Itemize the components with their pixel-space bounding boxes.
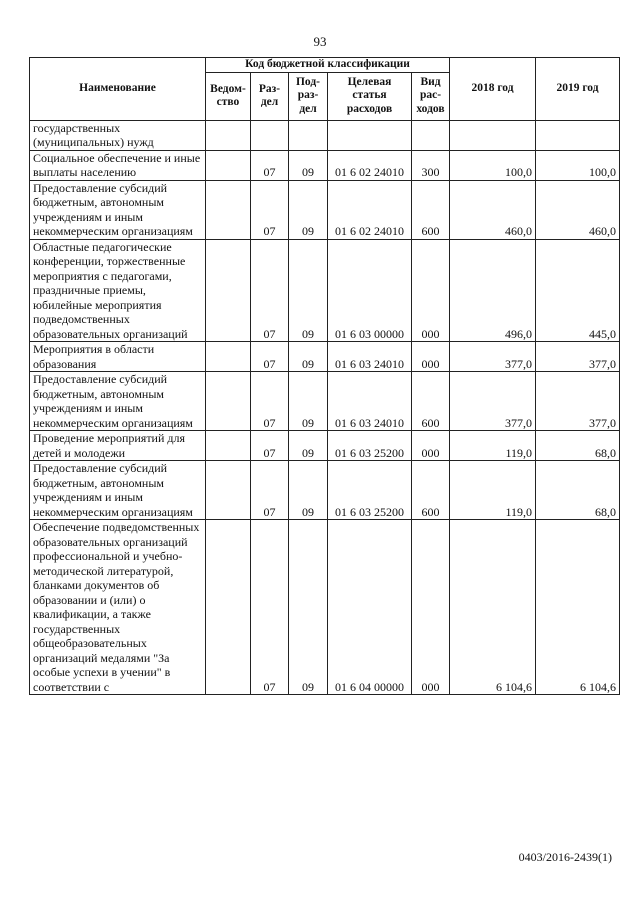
row-razdel: 07 <box>251 150 289 180</box>
row-vid-rashodov: 000 <box>412 431 450 461</box>
table-row <box>30 239 620 342</box>
row-vedomstvo <box>206 180 251 239</box>
table-row <box>30 520 620 695</box>
row-name: Предоставление субсидий бюджетным, автономным учреждениям и иным некоммерческим организациям <box>30 372 206 431</box>
row-vid-rashodov: 600 <box>412 461 450 520</box>
header-vid-rashodov: Вид рас-ходов <box>412 72 450 120</box>
row-razdel: 07 <box>251 342 289 372</box>
row-value-2018: 119,0 <box>450 431 536 461</box>
row-vedomstvo <box>206 342 251 372</box>
row-value-2018: 460,0 <box>450 180 536 239</box>
row-value-2018: 6 104,6 <box>450 520 536 695</box>
row-razdel: 07 <box>251 431 289 461</box>
row-name: Обеспечение подведомственных образовательных организаций профессиональной и учебно-методической литературой, бланками документов об образовании и (или) о квалификации, а также государственных общеобразовательных организаций медалями "За особые успехи в учении" в соответствии с <box>30 520 206 695</box>
row-value-2019: 6 104,6 <box>536 520 620 695</box>
row-vid-rashodov: 000 <box>412 520 450 695</box>
budget-table <box>29 57 620 695</box>
row-value-2018: 119,0 <box>450 461 536 520</box>
row-value-2019 <box>536 120 620 150</box>
row-razdel: 07 <box>251 520 289 695</box>
row-name: Предоставление субсидий бюджетным, автономным учреждениям и иным некоммерческим организациям <box>30 461 206 520</box>
row-value-2018 <box>450 120 536 150</box>
row-celevaya-statya: 01 6 04 00000 <box>328 520 412 695</box>
row-value-2018: 496,0 <box>450 239 536 342</box>
page-number: 93 <box>313 34 327 49</box>
row-value-2019: 460,0 <box>536 180 620 239</box>
table-row <box>30 342 620 372</box>
row-value-2019: 68,0 <box>536 431 620 461</box>
row-vid-rashodov: 000 <box>412 342 450 372</box>
row-value-2018: 100,0 <box>450 150 536 180</box>
document-code: 0403/2016-2439(1) <box>518 850 612 864</box>
row-value-2019: 100,0 <box>536 150 620 180</box>
row-name: Предоставление субсидий бюджетным, автономным учреждениям и иным некоммерческим организациям <box>30 180 206 239</box>
header-podrazdel: Под-раз-дел <box>289 72 328 120</box>
row-vedomstvo <box>206 120 251 150</box>
table-body <box>30 120 620 695</box>
header-classification-code: Код бюджетной классификации <box>206 58 450 73</box>
row-name: Областные педагогические конференции, торжественные мероприятия с педагогами, праздничные приемы, юбилейные мероприятия подведомственных образовательных организаций <box>30 239 206 342</box>
header-name: Наименование <box>30 58 206 121</box>
row-razdel: 07 <box>251 372 289 431</box>
table-row <box>30 180 620 239</box>
row-value-2019: 445,0 <box>536 239 620 342</box>
row-podrazdel: 09 <box>289 150 328 180</box>
table-row <box>30 431 620 461</box>
row-vid-rashodov: 300 <box>412 150 450 180</box>
row-celevaya-statya <box>328 120 412 150</box>
row-podrazdel: 09 <box>289 239 328 342</box>
row-podrazdel: 09 <box>289 342 328 372</box>
row-celevaya-statya: 01 6 03 24010 <box>328 372 412 431</box>
row-vid-rashodov <box>412 120 450 150</box>
row-name: государственных (муниципальных) нужд <box>30 120 206 150</box>
row-vid-rashodov: 600 <box>412 180 450 239</box>
row-podrazdel: 09 <box>289 180 328 239</box>
row-vedomstvo <box>206 150 251 180</box>
header-vedomstvo: Ведом-ство <box>206 72 251 120</box>
row-celevaya-statya: 01 6 03 25200 <box>328 461 412 520</box>
row-celevaya-statya: 01 6 03 25200 <box>328 431 412 461</box>
header-razdel: Раз-дел <box>251 72 289 120</box>
row-podrazdel: 09 <box>289 520 328 695</box>
row-value-2019: 68,0 <box>536 461 620 520</box>
row-value-2018: 377,0 <box>450 342 536 372</box>
row-podrazdel: 09 <box>289 372 328 431</box>
row-vedomstvo <box>206 520 251 695</box>
row-vedomstvo <box>206 431 251 461</box>
row-name: Проведение мероприятий для детей и молодежи <box>30 431 206 461</box>
row-vedomstvo <box>206 461 251 520</box>
row-podrazdel <box>289 120 328 150</box>
row-razdel: 07 <box>251 239 289 342</box>
table-row <box>30 150 620 180</box>
row-razdel: 07 <box>251 180 289 239</box>
header-year-2018: 2018 год <box>450 58 536 121</box>
row-celevaya-statya: 01 6 02 24010 <box>328 150 412 180</box>
row-celevaya-statya: 01 6 03 00000 <box>328 239 412 342</box>
table-row <box>30 461 620 520</box>
row-razdel: 07 <box>251 461 289 520</box>
row-vid-rashodov: 000 <box>412 239 450 342</box>
row-celevaya-statya: 01 6 02 24010 <box>328 180 412 239</box>
row-name: Мероприятия в области образования <box>30 342 206 372</box>
table-row <box>30 372 620 431</box>
row-podrazdel: 09 <box>289 431 328 461</box>
row-razdel <box>251 120 289 150</box>
header-celevaya-statya: Целевая статья расходов <box>328 72 412 120</box>
row-name: Социальное обеспечение и иные выплаты населению <box>30 150 206 180</box>
row-value-2019: 377,0 <box>536 342 620 372</box>
row-vedomstvo <box>206 239 251 342</box>
row-value-2018: 377,0 <box>450 372 536 431</box>
table-row <box>30 120 620 150</box>
row-celevaya-statya: 01 6 03 24010 <box>328 342 412 372</box>
header-year-2019: 2019 год <box>536 58 620 121</box>
row-vedomstvo <box>206 372 251 431</box>
row-value-2019: 377,0 <box>536 372 620 431</box>
row-vid-rashodov: 600 <box>412 372 450 431</box>
row-podrazdel: 09 <box>289 461 328 520</box>
